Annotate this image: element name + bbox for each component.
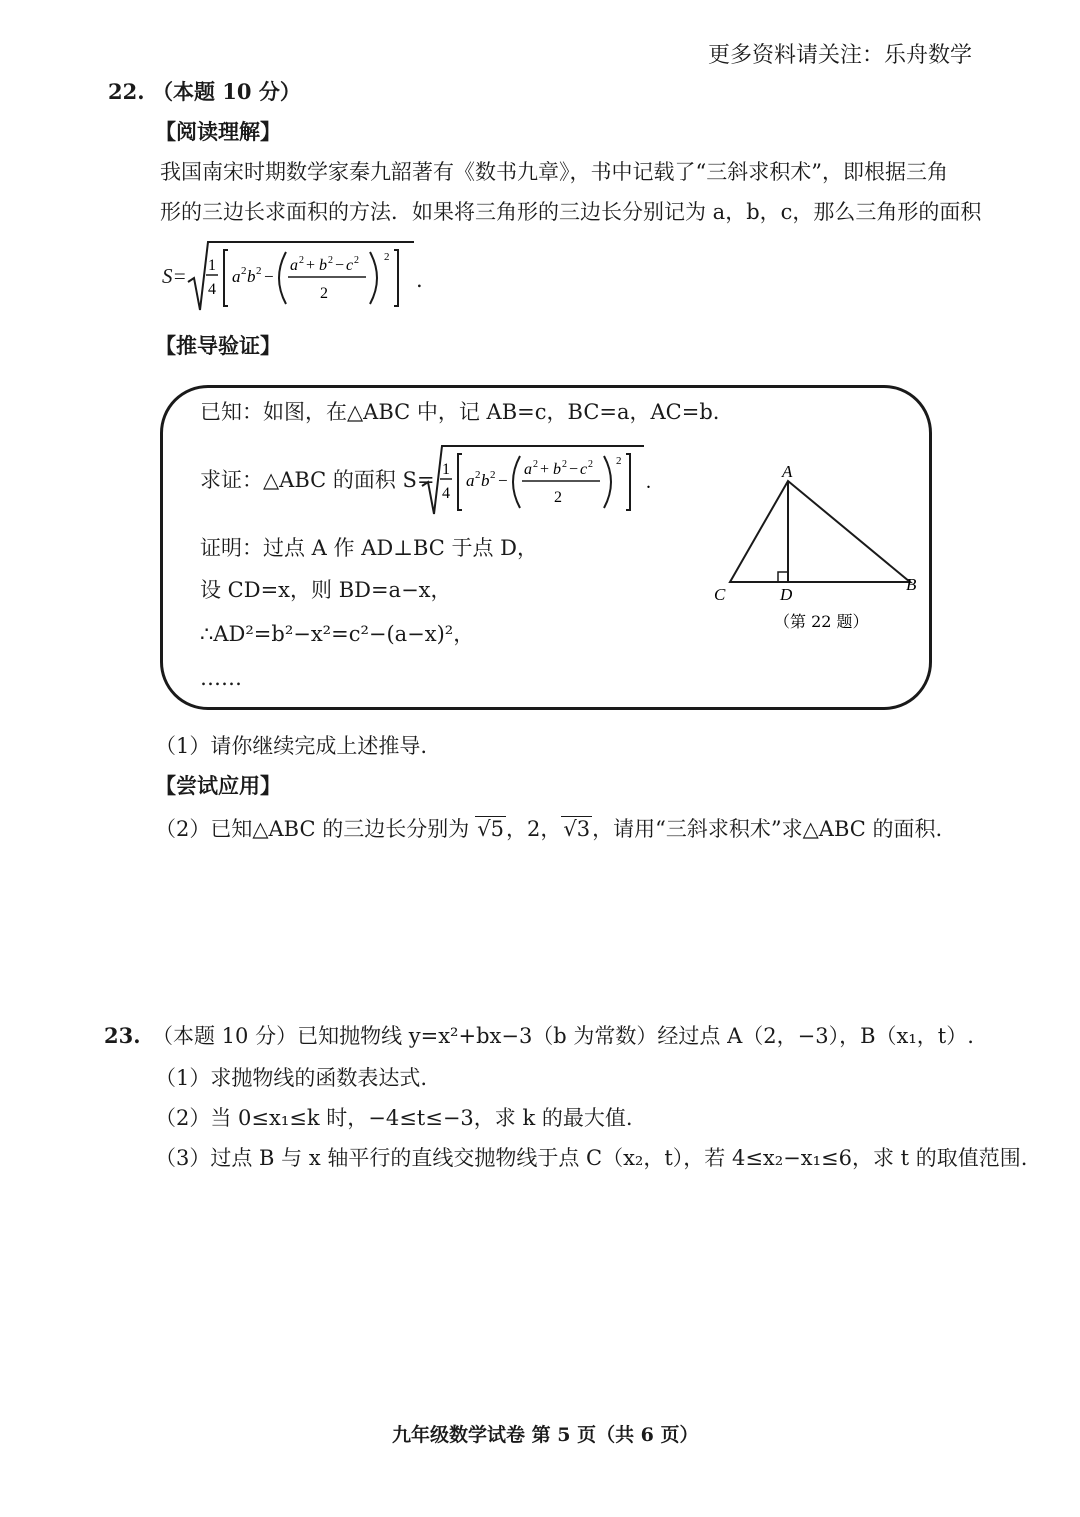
svg-text:2: 2 bbox=[475, 469, 481, 481]
svg-text:2: 2 bbox=[562, 459, 567, 470]
part2-text-mid: ，2， bbox=[506, 817, 562, 841]
sqrt3-value: 3 bbox=[576, 817, 591, 841]
svg-text:2: 2 bbox=[490, 469, 496, 481]
svg-text:b: b bbox=[319, 257, 327, 274]
q22-part2 bbox=[155, 815, 942, 843]
svg-text:1: 1 bbox=[442, 461, 450, 478]
sqrt5: √5 bbox=[477, 817, 505, 841]
q22-score: （本题 10 分） bbox=[152, 79, 301, 104]
label-b: B bbox=[906, 575, 917, 594]
svg-text:4: 4 bbox=[208, 281, 216, 298]
svg-text:c: c bbox=[580, 461, 588, 478]
triangle-abc bbox=[730, 481, 910, 582]
svg-text:1: 1 bbox=[208, 257, 216, 274]
svg-text:+: + bbox=[540, 461, 550, 478]
svg-text:−: − bbox=[335, 257, 345, 274]
svg-text:−: − bbox=[569, 461, 579, 478]
svg-text:b: b bbox=[247, 267, 256, 286]
svg-text:b: b bbox=[481, 471, 490, 490]
svg-text:2: 2 bbox=[533, 459, 538, 470]
q23-part1: （1）求抛物线的函数表达式. bbox=[155, 1066, 428, 1090]
svg-text:2: 2 bbox=[554, 489, 562, 506]
box-proof2: 设 CD=x，则 BD=a−x， bbox=[200, 578, 452, 602]
svg-text:2: 2 bbox=[256, 265, 262, 277]
svg-text:2: 2 bbox=[354, 255, 359, 266]
svg-text:−: − bbox=[498, 471, 508, 490]
right-angle-mark bbox=[778, 572, 788, 582]
sqrt5-value: 5 bbox=[490, 817, 505, 841]
q22-reading-line2: 形的三边长求面积的方法．如果将三角形的三边长分别记为 a，b，c，那么三角形的面积 bbox=[160, 200, 982, 224]
q22-reading-title: 【阅读理解】 bbox=[155, 119, 281, 144]
triangle-figure bbox=[700, 455, 930, 645]
q23-number: 23. bbox=[104, 1023, 141, 1048]
q22-apply-title: 【尝试应用】 bbox=[155, 773, 281, 798]
svg-text:.: . bbox=[646, 471, 651, 493]
svg-text:a: a bbox=[290, 257, 298, 274]
q22-derivation-title: 【推导验证】 bbox=[155, 333, 281, 358]
svg-text:a: a bbox=[232, 267, 241, 286]
q23-stem: （本题 10 分）已知抛物线 y=x²+bx−3（b 为常数）经过点 A（2，−3），B（x₁，t）. bbox=[152, 1024, 974, 1048]
svg-text:a: a bbox=[466, 471, 475, 490]
box-ellipsis: …… bbox=[200, 666, 242, 690]
q22-number: 22. bbox=[108, 79, 145, 104]
header-watermark: 更多资料请关注：乐舟数学 bbox=[708, 43, 973, 68]
svg-text:b: b bbox=[553, 461, 561, 478]
svg-text:2: 2 bbox=[588, 459, 593, 470]
svg-text:2: 2 bbox=[384, 251, 390, 263]
label-a: A bbox=[782, 462, 793, 481]
q23-part3: （3）过点 B 与 x 轴平行的直线交抛物线于点 C（x₂，t），若 4≤x₂−x₁≤6，求 t 的取值范围. bbox=[155, 1146, 1028, 1170]
heron-formula-box bbox=[420, 440, 660, 520]
part2-text-a: （2）已知△ABC 的三边长分别为 bbox=[155, 817, 470, 841]
svg-text:−: − bbox=[264, 267, 274, 286]
svg-text:4: 4 bbox=[442, 485, 450, 502]
svg-text:2: 2 bbox=[241, 265, 247, 277]
heron-formula-main bbox=[186, 236, 426, 316]
figure-caption: （第 22 题） bbox=[774, 612, 869, 631]
box-proof1: 证明：过点 A 作 AD⊥BC 于点 D， bbox=[200, 536, 539, 560]
box-prove: 求证：△ABC 的面积 S= bbox=[200, 468, 435, 492]
box-given: 已知：如图，在△ABC 中，记 AB=c，BC=a，AC=b. bbox=[200, 400, 720, 424]
formula-s-prefix: S= bbox=[162, 264, 187, 288]
svg-text:c: c bbox=[346, 257, 354, 274]
formula-end-dot: . bbox=[416, 268, 423, 292]
svg-text:2: 2 bbox=[616, 455, 622, 467]
svg-text:2: 2 bbox=[328, 255, 333, 266]
part2-text-b: ，请用“三斜求积术”求△ABC 的面积. bbox=[592, 817, 943, 841]
q22-reading-line1: 我国南宋时期数学家秦九韶著有《数书九章》，书中记载了“三斜求积术”，即根据三角 bbox=[160, 160, 948, 184]
q22-part1: （1）请你继续完成上述推导. bbox=[155, 734, 428, 758]
q23-part2: （2）当 0≤x₁≤k 时，−4≤t≤−3，求 k 的最大值. bbox=[155, 1106, 633, 1130]
label-c: C bbox=[714, 585, 726, 604]
svg-text:2: 2 bbox=[320, 285, 328, 302]
svg-text:2: 2 bbox=[299, 255, 304, 266]
svg-text:a: a bbox=[524, 461, 532, 478]
box-proof3: ∴AD²=b²−x²=c²−(a−x)²， bbox=[200, 622, 475, 646]
svg-text:+: + bbox=[306, 257, 316, 274]
page-footer: 九年级数学试卷 第 5 页（共 6 页） bbox=[392, 1424, 699, 1446]
label-d: D bbox=[780, 585, 793, 604]
sqrt3: √3 bbox=[563, 817, 591, 841]
